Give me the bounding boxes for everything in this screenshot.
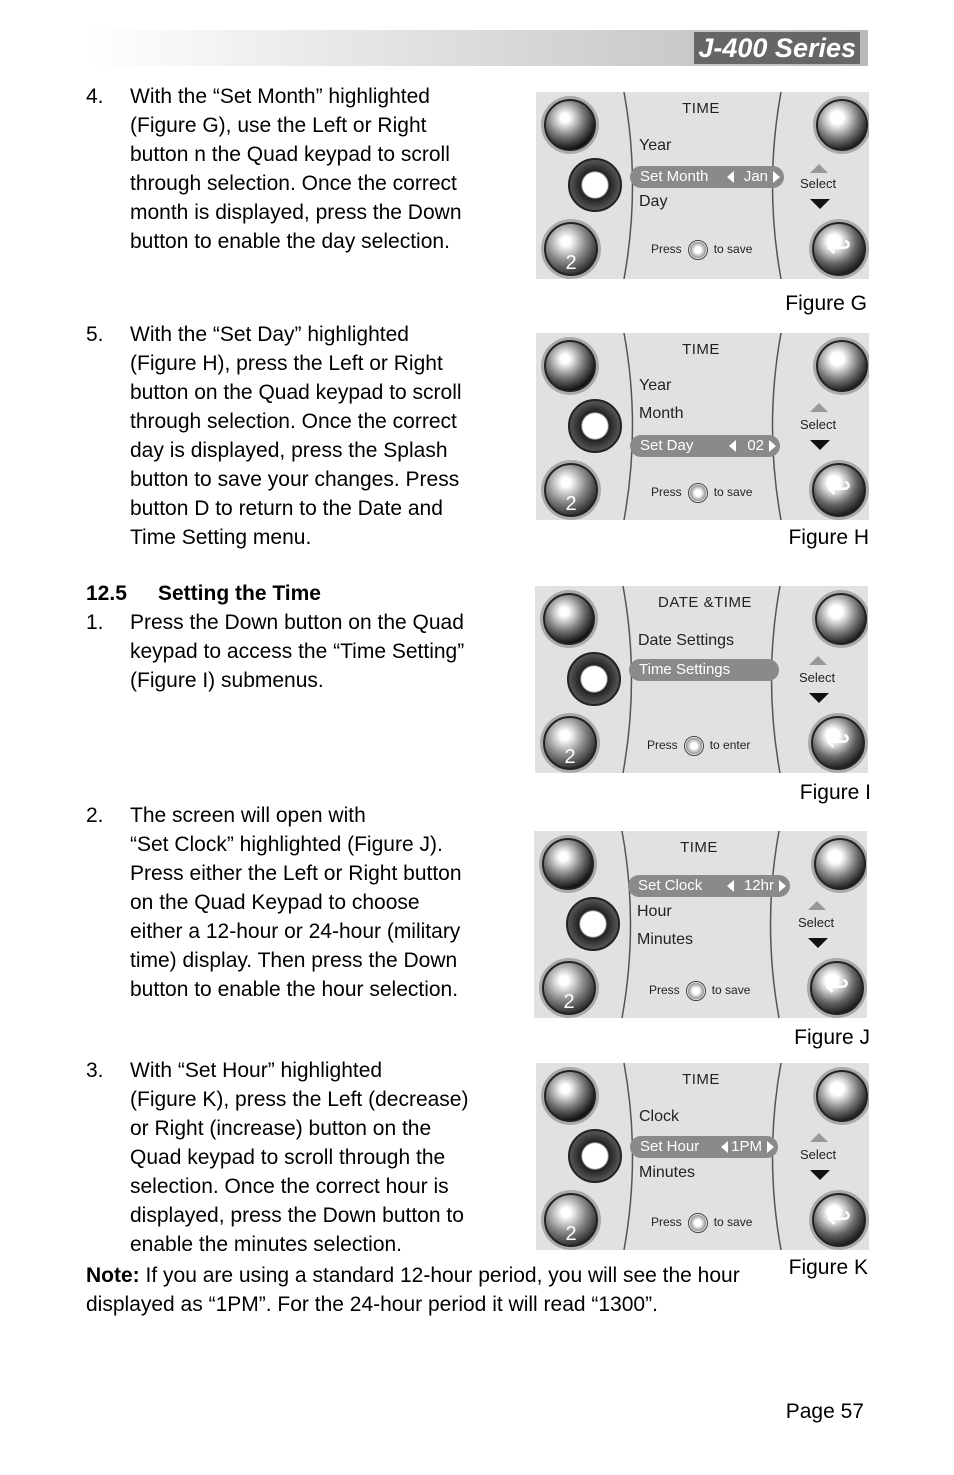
stopwatch-icon[interactable] [567, 652, 621, 706]
left-arrow-icon [727, 171, 734, 183]
menu-item-year: Year [639, 377, 672, 394]
menu-item-year: Year [639, 137, 672, 154]
press-label: Press [647, 738, 678, 753]
highlighted-item [628, 875, 790, 897]
note-text: If you are using a standard 12-hour period, you will see the hour displayed as “1PM”. For the 24-hour period it will read “1300”. [86, 1264, 740, 1316]
highlighted-item [630, 435, 780, 457]
document-series-title: J-400 Series [694, 32, 860, 64]
step-line: button to save your changes. Press [130, 468, 460, 491]
menu-item-hour: Hour [637, 903, 672, 920]
action-label: to save [713, 1215, 753, 1230]
select-label: Select [800, 417, 837, 432]
step-line: displayed, press the Down button to [130, 1204, 464, 1227]
highlight-label: Set Clock [638, 877, 703, 894]
highlight-label: Set Hour [640, 1138, 700, 1155]
splash-icon [688, 240, 708, 260]
screen-title: TIME [682, 1071, 720, 1088]
wrench-icon[interactable] [544, 463, 598, 517]
left-arrow-icon [721, 1141, 728, 1153]
step-line: time) display. Then press the Down [130, 949, 458, 972]
action-label: to save [713, 242, 753, 257]
step-number: 1. [86, 611, 104, 634]
down-arrow-icon [810, 199, 830, 209]
globe-icon[interactable] [542, 838, 594, 890]
step-line: Quad keypad to scroll through the [130, 1146, 446, 1169]
right-arrow-icon [767, 1141, 774, 1153]
splash-icon [684, 736, 704, 756]
step-line: button to enable the day selection. [130, 230, 450, 253]
highlighted-item [629, 659, 779, 681]
globe-icon[interactable] [544, 99, 596, 151]
step-text [130, 1056, 530, 1259]
down-arrow-icon [808, 938, 828, 948]
screen-title: TIME [682, 100, 720, 117]
step-line: button D to return to the Date and [130, 497, 443, 520]
highlight-value: Jan [743, 168, 768, 185]
select-label: Select [800, 1147, 837, 1162]
select-label: Select [800, 176, 837, 191]
lock-icon[interactable] [816, 340, 868, 392]
press-hint [651, 1213, 752, 1233]
figure-caption: Figure K [788, 1256, 868, 1279]
stopwatch-icon[interactable] [568, 1129, 622, 1183]
press-label: Press [651, 485, 682, 500]
wrench-icon[interactable] [544, 222, 598, 276]
step-line: (Figure H), press the Left or Right [130, 352, 443, 375]
figure-i-screen [535, 586, 868, 773]
lock-icon[interactable] [816, 1070, 868, 1122]
step-line: With “Set Hour” highlighted [130, 1059, 383, 1082]
step-line: on the Quad Keypad to choose [130, 891, 420, 914]
section-title: Setting the Time [158, 582, 321, 605]
step-line: button to enable the hour selection. [130, 978, 459, 1001]
highlighted-item [630, 166, 784, 188]
figure-k-screen [536, 1063, 869, 1250]
return-arrow-icon[interactable]: ↩ [812, 463, 866, 517]
select-label: Select [798, 915, 835, 930]
step-text [130, 82, 530, 256]
up-arrow-icon [810, 403, 828, 412]
screen-title: TIME [682, 341, 720, 358]
step-line: selection. Once the correct hour is [130, 1175, 449, 1198]
highlighted-item [630, 1136, 778, 1158]
lock-icon[interactable] [814, 838, 866, 890]
keypad-number: 2 [565, 1223, 577, 1245]
wrench-icon[interactable] [543, 716, 597, 770]
return-arrow-icon[interactable]: ↩ [810, 961, 864, 1015]
section-heading [86, 579, 321, 608]
highlight-value: 02 [747, 437, 764, 454]
step-line: Press either the Left or Right button [130, 862, 462, 885]
figure-caption: Figure H [788, 526, 869, 549]
down-arrow-icon [810, 1170, 830, 1180]
lock-icon[interactable] [816, 99, 868, 151]
step-line: either a 12-hour or 24-hour (military [130, 920, 461, 943]
step-number: 4. [86, 85, 104, 108]
step-number: 2. [86, 804, 104, 827]
step-line: “Set Clock” highlighted (Figure J). [130, 833, 443, 856]
up-arrow-icon [809, 656, 827, 665]
wrench-icon[interactable] [542, 961, 596, 1015]
figure-caption: Figure G [785, 292, 867, 315]
step-number: 5. [86, 323, 104, 346]
press-hint [651, 483, 752, 503]
step-line: or Right (increase) button on the [130, 1117, 432, 1140]
step-line: With the “Set Month” highlighted [130, 85, 430, 108]
splash-icon [686, 981, 706, 1001]
menu-item-minutes: Minutes [637, 931, 694, 948]
action-label: to save [713, 485, 753, 500]
figure-g-screen [536, 92, 869, 279]
step-line: through selection. Once the correct [130, 410, 457, 433]
globe-icon[interactable] [544, 1070, 596, 1122]
press-hint [651, 240, 752, 260]
down-arrow-icon [809, 693, 829, 703]
right-arrow-icon [773, 171, 780, 183]
globe-icon[interactable] [543, 593, 595, 645]
section-number: 12.5 [86, 582, 127, 605]
down-arrow-icon [810, 440, 830, 450]
keypad-number: 2 [565, 493, 577, 515]
return-arrow-icon[interactable]: ↩ [812, 222, 866, 276]
press-hint [649, 981, 750, 1001]
page-number: Page 57 [785, 1400, 864, 1423]
highlight-label: Time Settings [639, 661, 731, 678]
left-arrow-icon [727, 880, 734, 892]
up-arrow-icon [810, 164, 828, 173]
step-line: The screen will open with [130, 804, 366, 827]
wrench-icon[interactable] [544, 1193, 598, 1247]
press-label: Press [651, 1215, 682, 1230]
step-line: With the “Set Day” highlighted [130, 323, 409, 346]
step-line: button on the Quad keypad to scroll [130, 381, 462, 404]
highlight-label: Set Day [640, 437, 694, 454]
screen-title: DATE &TIME [658, 594, 752, 611]
right-arrow-icon [779, 880, 786, 892]
step-line: (Figure G), use the Left or Right [130, 114, 427, 137]
step-text [130, 801, 530, 1004]
step-text [130, 608, 530, 695]
stopwatch-icon[interactable] [568, 399, 622, 453]
step-line: (Figure K), press the Left (decrease) [130, 1088, 469, 1111]
left-arrow-icon [729, 440, 736, 452]
menu-item-clock: Clock [639, 1108, 680, 1125]
splash-icon [688, 483, 708, 503]
return-arrow-icon[interactable]: ↩ [812, 1193, 866, 1247]
step-line: enable the minutes selection. [130, 1233, 403, 1256]
figure-caption: Figure J [794, 1026, 870, 1049]
up-arrow-icon [808, 901, 826, 910]
header-bar [88, 30, 868, 66]
highlight-value: 1PM [731, 1138, 762, 1155]
return-arrow-icon[interactable]: ↩ [811, 716, 865, 770]
menu-item-minutes: Minutes [639, 1164, 696, 1181]
step-line: through selection. Once the correct [130, 172, 457, 195]
up-arrow-icon [810, 1133, 828, 1142]
menu-item-month: Month [639, 405, 684, 422]
step-line: Press the Down button on the Quad [130, 611, 464, 634]
figure-j-screen [534, 831, 867, 1018]
right-arrow-icon [769, 440, 776, 452]
globe-icon[interactable] [544, 340, 596, 392]
keypad-number: 2 [564, 746, 576, 768]
highlight-label: Set Month [640, 168, 709, 185]
menu-item-date-settings: Date Settings [638, 632, 735, 649]
figure-caption: Figure I [799, 781, 871, 804]
step-line: (Figure I) submenus. [130, 669, 324, 692]
step-number: 3. [86, 1059, 104, 1082]
stopwatch-icon[interactable] [566, 897, 620, 951]
action-label: to save [711, 983, 751, 998]
step-line: month is displayed, press the Down [130, 201, 462, 224]
keypad-number: 2 [565, 252, 577, 274]
highlight-value: 12hr [743, 877, 774, 894]
splash-icon [688, 1213, 708, 1233]
press-label: Press [649, 983, 680, 998]
step-line: button n the Quad keypad to scroll [130, 143, 450, 166]
keypad-number: 2 [563, 991, 575, 1013]
menu-item-day: Day [639, 193, 668, 210]
step-line: Time Setting menu. [130, 526, 312, 549]
note-label: Note: [86, 1264, 140, 1287]
note [86, 1261, 766, 1319]
figure-h-screen [536, 333, 869, 520]
stopwatch-icon[interactable] [568, 158, 622, 212]
press-label: Press [651, 242, 682, 257]
step-text [130, 320, 530, 552]
action-label: to enter [709, 738, 751, 753]
screen-title: TIME [680, 839, 718, 856]
step-line: day is displayed, press the Splash [130, 439, 448, 462]
press-hint [647, 736, 750, 756]
lock-icon[interactable] [815, 593, 867, 645]
step-line: keypad to access the “Time Setting” [130, 640, 465, 663]
select-label: Select [799, 670, 836, 685]
